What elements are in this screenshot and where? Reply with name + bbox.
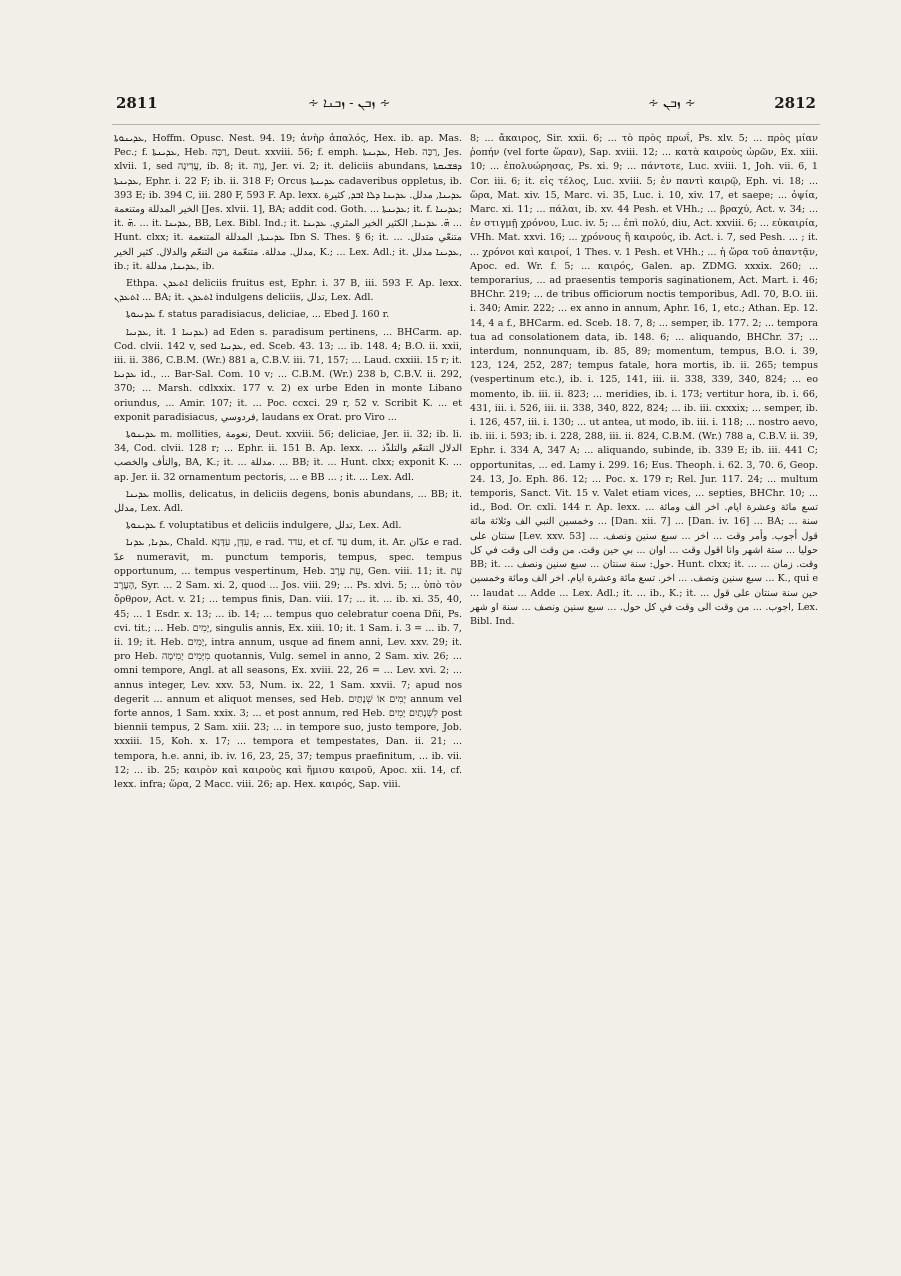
- entry-paragraph: ܥܕܢܝܐ, it. ܥܕܢܝܐ 1) ad Eden s. paradisum pertinens, ... BHCarm. ap. Cod. clvii. 142 v, sed ܥܕܢܝܐ, ed. Sceb. 43. 13; ... ib. 148. 4; B.O. ii. xxii, iii. ii. 386, C.B.M. (Wr.) 881 a, C.B.V. iii. 71, 157; ... Laud. cxxiii. 15 r; it. ܥܕܢܝܐ id., ... Bar-Sal. Com. 10 v; ... C.B.M. (Wr.) 238 b, C.B.V. ii. 292, 370; ... Marsh. cdlxxix. 177 v. 2) ex urbe Eden in monte Libano oriundus, ... Amir. 107; it. ... Poc. ccxci. 29 r, 52 v. Scribit K. ... et exponit paradisiacus, فردوسي, laudans ex Orat. pro Viro ...: [114, 326, 462, 423]
- entry-paragraph: ܥܕܢܝܘܬܐ f. status paradisiacus, deliciae, ... Ebed J. 160 r.: [126, 309, 390, 321]
- entry-paragraph: Ethpa. ܐܬܥܕܢ deliciis fruitus est, Ephr. i. 37 B, iii. 593 F. Ap. lexx. ܐܬܥܕܢ ... BA; it. ܐܬܥܕܢ indulgens deliciis, تدلل, Lex. Adl.: [114, 278, 462, 304]
- entry-paragraph: 8; ... ἄκαιρος, Sir. xxii. 6; ... τὸ πρὸς πρωΐ, Ps. xlv. 5; ... πρὸς μίαν ῥοπήν (vel forte ὥραν), Sap. xviii. 12; ... κατὰ καιροὺς ὡρῶν, Ex. xiii. 10; ... ἐπολυώρησας, Ps. xi. 9; ... πάντοτε, Luc. xviii. 1, Joh. vii. 6, 1 Cor. iii. 6; it. εἰς τέλος, Luc. xviii. 5; ἐν παντὶ καιρῷ, Eph. vi. 18; ... ὥρα, Mat. xiv. 15, Marc. vi. 35, Luc. i. 10, xiv. 17, et saepe; ... ὀψία, Marc. xi. 11; ... πάλαι, ib. xv. 44 Pesh. et VHh.; ... βραχύ, Act. v. 34; ... ἐν στιγμῇ χρόνου, Luc. iv. 5; ... ἐπὶ πολύ, diu, Act. xxviii. 6; ... εὐκαιρία, VHh. Mat. xxvi. 16; ... χρόνους ἢ καιρούς, ib. Act. i. 7, sed Pesh. ... ; it. ... χρόνοι καὶ καιροί, 1 Thes. v. 1 Pesh. et VHh.; ... ἡ ὥρα τοῦ ἀπαντᾷν, Apoc. ed. Wr. f. 5; ... καιρός, Galen. ap. ZDMG. xxxix. 260; ... temporarius, ... ad praesentis temporis saginationem, Act. Mart. i. 46; BHChr. 219; ... de tribus officiorum noctis temporibus, Adl. 70, B.O. iii. i. 340; Amir. 222; ... ex anno in annum, Aphr. 16, 1, etc.; Athan. Ep. 12. 14, 4 a f., BHCarm. ed. Sceb. 18. 7, 8; ... semper, ib. 177. 2; ... tempora tua ad consolationem data, ib. 148. 6; ... aliquando, BHChr. 37; ... interdum, nonnunquam, ib. 85, 89; momentum, tempus, B.O. i. 39, 123, 124, 252, 287; tempus fatale, hora mortis, ib. ii. 265; tempus (vespertinum etc.), ib. i. 125, 141, iii. ii. 338, 339, 340, 824; ... eo momento, ib. iii. ii. 823; ... meridies, ib. i. 173; vertitur hora, ib. i. 66, 431, iii. i. 526, iii. ii. 338, 340, 822, 824; ... ib. iii. cxxxix; ... semper, ib. i. 126, 457, iii. i. 130; ... ut antea, ut modo, ib. iii. i. 118; ... nostro aevo, ib. iii. i. 593; ib. i. 228, 288, iii. ii. 824, C.B.M. (Wr.) 788 a, C.B.V. ii. 39, Ephr. i. 334 A, 347 A; ... aliquando, subinde, ib. 339 E; ib. iii. 441 C; opportunitas, ... ed. Lamy i. 299. 16; Eus. Theoph. i. 62. 3, 70. 6, Geop. 24. 13, Jo. Eph. 86. 12; ... Poc. x. 179 r; Rel. Jur. 117. 24; ... multum temporis, Sanct. Vit. 15 v. Valet etiam vices, ... septies, BHChr. 10; ... id., Bod. Or. cxli. 144 r. Ap. lexx. ... تسع مائة وعشرة ايام. اخر الف ومائة وخمسين النبي الف وثلاثة مائة ... [Dan. xii. 7] ... [Dan. iv. 16] ... BA; ... سنة سنتان على [Lev. xxv. 53] ... قول أجوب. وأمر وقت ... اخر ... سبع سنين ونصف. حوليا ... ستة اشهر وانا اقول وقت ... اوان ... بي حين وقت. من وقت الى وقت في كل BB; it. ... حول: سنة سنتان ... سبع سنين ونصف. Hunt. clxx; it. ... وقت. زمان ... سبع سنين ونصف. ... اخر. تسع مائة وعشرة ايام. اخر الف ومائة وخمسين ... K., qui e ... laudat ... Adde ... Lex. Adl.; it. ... ib., K.; it. ... حين سنة سنتان على قول اجوب. ... من وقت الى وقت في كل حول. ... سبع سنين ونصف ... سنة او شهر, Lex. Bibl. Ind.: [470, 133, 818, 627]
- entry-paragraph: ܥܕܝܢܘܬܐ m. mollities, نعومة, Deut. xxviii. 56; deliciae, Jer. ii. 32; ib. li. 34, Cod. clvii. 128 r; ... Ephr. ii. 151 B. Ap. lexx. ... الدلال التنعّم والتلذّذ والنأف والخصب, BA, K.; it. ... مدللة. ... BB; it. ... Hunt. clxx; exponit K. ... ap. Jer. ii. 32 ornamentum pectoris, ... e BB ... ; it. ... Lex. Adl.: [114, 429, 462, 483]
- entry-paragraph: ܥܕܝܢܘܬܐ, Hoffm. Opusc. Nest. 94. 19; ἀνὴρ ἁπαλός, Hex. ib. ap. Mas. Pec.; f. ܥܕܝܢܬܐ, Heb. רַכָּה, Deut. xxviii. 56; f. emph. ܥܕܝܢܬܐ, Heb. רַכָּה, Jes. xlvii. 1, sed עֲדִינָה, ib. 8; it. נָוָה, Jer. vi. 2; it. deliciis abundans, ܕܦܫܝܩܬܐ ܥܕܝܢܬܐ, Ephr. i. 22 F; ib. ii. 318 F; Orcus ܥܕܝܢܬܐ cadaveribus oppletus, ib. 393 E; ib. 394 C, iii. 280 F, 593 F. Ap. lexx. ܥܕܝܢܐ, مدلل. ܥܕܝܢܐ ܕܠܐ ܐܒܕ, كثيرة الخير المدللة ومتنعمة [Jes. xlvii. 1], BA; addit cod. Goth. ... ܥܕܝܢܬܐ; it. f. ܥܕܝܢܐ; it. ܗ̈. ... it. ܥܕܝܢܐ, BB, Lex. Bibl. Ind.; it. ܗ̈. ܥܕܝܢܐ, الكثير الخير المثري. ܥܕܝܢܐ ... Hunt. clxx; it. ܥܕܝܢܬܐ, المدللة المتنعمة Ibn S. Thes. § 6; it. ... متنعّي متدلل. مدلل. مدللة. متنعّمة من التنعّم والدلال. كثير الخير, K.; ... Lex. Adl.; it. ܥܕܝܢܐ مدلل, ib.; it. ܥܕܝܢܐ, مدللة, ib.: [114, 133, 462, 272]
- left-running-head: ∻ ܙܒܢ - ܙܒܢܐ ∻: [308, 96, 391, 111]
- header-rule: [112, 124, 820, 125]
- right-text-column: [470, 132, 818, 1257]
- entry-paragraph: ܥܕܝܢܘܬܐ f. voluptatibus et deliciis indulgere, تدلل, Lex. Adl.: [126, 520, 402, 532]
- right-page-number: 2812: [774, 94, 816, 112]
- left-text-column: [114, 132, 462, 1257]
- left-page-number: 2811: [116, 94, 158, 112]
- entry-paragraph: ܥܕܝܢܐ mollis, delicatus, in deliciis degens, bonis abundans, ... BB; it. مدلل, Lex. Adl.: [114, 488, 462, 515]
- right-running-head: ∻ ܙܒܢ ∻: [648, 96, 696, 111]
- page-header: [108, 94, 816, 118]
- entry-paragraph: ܥܕܢܐ, ܥܕܢܐ, Chald. עִדָּן, עִדָּנָא, e rad. עדד, et cf. עַד dum, it. Ar. عدّان e rad. عدّ numeravit, m. punctum temporis, tempus, spec. tempus opportunum, ... tempus vespertinum, Heb. עֵת עֶרֶב, Gen. viii. 11; it. עֵת הָעֶרֶב, Syr. ... 2 Sam. xi. 2, quod ... Jos. viii. 29; ... Ps. xlvi. 5; ... ὑπὸ τὸν ὄρθρον, Act. v. 21; ... tempus finis, Dan. viii. 17; ... it. ... ib. xi. 35, 40, 45; ... 1 Esdr. x. 13; ... ib. 14; ... tempus quo celebratur coena Dñi, Ps. cvi. tit.; ... Heb. יָמִים, singulis annis, Ex. xiii. 10; it. 1 Sam. i. 3 = ... ib. 7, ii. 19; it. Heb. יָמִים, intra annum, usque ad finem anni, Lev. xxv. 29; it. pro Heb. מִיָּמִים יָמִימָה quotannis, Vulg. semel in anno, 2 Sam. xiv. 26; ... omni tempore, Angl. at all seasons, Ex. xviii. 22, 26 = ... Lev. xvi. 2; ... annus integer, Lev. xxv. 53, Num. ix. 22, 1 Sam. xxvii. 7; apud nos degerit ... annum et aliquot menses, sed Heb. יָמִים אוֹ שְׁנָתַיִם annum vel forte annos, 1 Sam. xxix. 3; ... et post annum, red Heb. לִשְׁנָתַיִם יָמִים post biennii tempus, 2 Sam. xiii. 23; ... in tempore suo, justo tempore, Job. xxxiii. 15, Koh. x. 17; ... tempora et tempestates, Dan. ii. 21; ... tempora, h.e. anni, ib. iv. 16, 23, 25, 37; tempus praefinitum, ... ib. vii. 12; ... ib. 25; καιρὸν καὶ καιροὺς καὶ ἥμισυ καιροῦ, Apoc. xii. 14, cf. lexx. infra; ὥρα, 2 Macc. viii. 26; ap. Hex. καιρός, Sap. viii.: [114, 537, 462, 790]
